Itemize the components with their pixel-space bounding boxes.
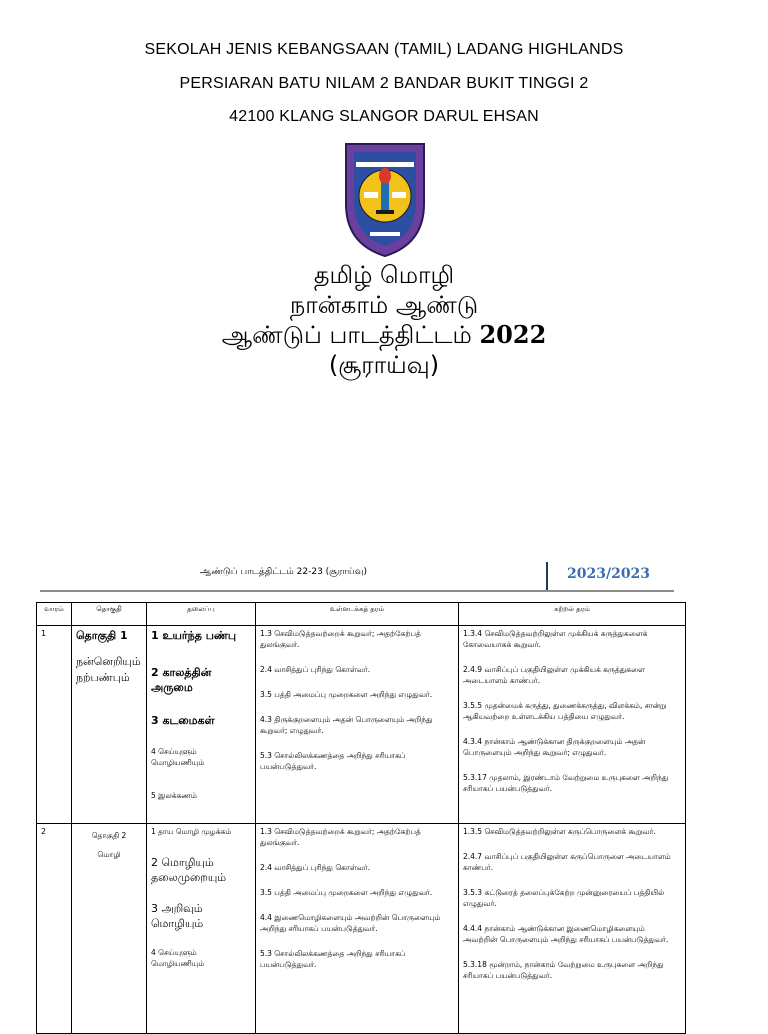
col-week: வாரம் — [37, 603, 72, 626]
school-address: PERSIARAN BATU NILAM 2 BANDAR BUKIT TINGGI 2 — [179, 75, 589, 92]
unit-cell: தொகுதி 1 நன்னெறியும் நற்பண்பும் — [72, 626, 147, 824]
table-row — [37, 626, 686, 824]
topic-cell: 1 தாய மொழி முழக்கம் 2 மொழியும் தலைமுறையும் 3 அறிவும் மொழியும் 4 செய்யுளும் மொழியணியும் — [147, 824, 256, 1034]
school-crest-icon — [342, 140, 428, 258]
school-postcode: 42100 KLANG SLANGOR DARUL EHSAN — [229, 108, 539, 125]
col-learning-standard: கற்றல் தரம் — [459, 603, 686, 626]
content-standard-cell: 1.3 செவிமடுத்தவற்றைக் கூறுவர்; அதற்கேற்பத் துலங்குவர். 2.4 வாசித்துப் புரிந்து கொள்வர். 3.5 பத்தி அமைப்பு முறைகளை அறிந்து எழுதுவர். 4.4 இணைமொழிகளையும் அவற்றின் பொருளையும் அறிந்து சரியாகப் பயன்படுத்துவர். 5.3 சொல்லிலக்கணத்தை அறிந்து சரியாகப் பயன்படுத்துவர். — [256, 824, 459, 1034]
topic-cell: 1 உயர்ந்த பண்பு 2 காலத்தின் அருமை 3 கடமைகள் 4 செய்யுளும் மொழியணியும் 5 இலக்கணம் — [147, 626, 256, 824]
learning-standard-cell: 1.3.5 செவிமடுத்தவற்றிலுள்ள கருப்பொருளைக் கூறுவர். 2.4.7 வாசிப்புப் பகுதியிலுள்ள கருப்பொருளை அடையாளம் காண்பர். 3.5.3 கட்டுரைத் தலைப்புக்கேற்ற முன்னுரையைப் பத்தியில் எழுதுவர். 4.4.4 நான்காம் ஆண்டுக்கான இணைமொழிகளையும் அவற்றின் பொருளையும் அறிந்து சரியாகப் பயன்படுத்துவர். 5.3.18 மூன்றாம், நான்காம் வேற்றுமை உருபுகளை அறிந்து சரியாகப் பயன்படுத்துவர். — [459, 824, 686, 1034]
week-cell: 2 — [37, 824, 72, 1034]
learning-standard-cell: 1.3.4 செவிமடுத்தவற்றிலுள்ள முக்கியக் கருத்துகளைக் கோவையாகக் கூறுவர். 2.4.9 வாசிப்புப் பகுதியிலுள்ள முக்கியக் கருத்துகளை அடையாளம் காண்பர். 3.5.5 முதன்மைக் கருத்து, துணைக்கருத்து, விளக்கம், சான்று ஆகியவற்றை உள்ளடக்கிய பத்தியை எழுதுவர். 4.3.4 நான்காம் ஆண்டுக்கான திருக்குறளையும் அதன் பொருளையும் அறிந்து கூறுவர்; எழுதுவர். 5.3.17 முதலாம், இரண்டாம் வேற்றுமை உருபுகளை அறிந்து சரியாகப் பயன்படுத்துவர். — [459, 626, 686, 824]
header-rule — [40, 590, 674, 592]
subject-title: தமிழ் மொழி — [313, 261, 455, 289]
syllabus-table — [36, 602, 686, 1034]
plan-title: ஆண்டுப் பாடத்திட்டம் 2022 — [221, 320, 547, 349]
school-name: SEKOLAH JENIS KEBANGSAAN (TAMIL) LADANG HIGHLANDS — [144, 41, 624, 58]
content-standard-cell: 1.3 செவிமடுத்தவற்றைக் கூறுவர்; அதற்கேற்பத் துலங்குவர். 2.4 வாசித்துப் புரிந்து கொள்வர். 3.5 பத்தி அமைப்பு முறைகளை அறிந்து எழுதுவர். 4.3 திருக்குறளையும் அதன் பொருளையும் அறிந்து கூறுவர்; எழுதுவர். 5.3 சொல்லிலக்கணத்தை அறிந்து சரியாகப் பயன்படுத்துவர். — [256, 626, 459, 824]
col-content-standard: உள்ளடக்கத் தரம் — [256, 603, 459, 626]
col-unit: தொகுதி — [72, 603, 147, 626]
table-header-row — [37, 603, 686, 626]
unit-cell: தொகுதி 2 மொழி — [72, 824, 147, 1034]
header-divider — [546, 562, 548, 590]
year-title: நான்காம் ஆண்டு — [289, 291, 479, 319]
col-topic: தலைப்பு — [147, 603, 256, 626]
header-left-text: ஆண்டுப் பாடத்திட்டம் 22-23 (சூராய்வு) — [200, 567, 367, 577]
header-year: 2023/2023 — [567, 566, 651, 582]
edition-title: (சூராய்வு) — [328, 351, 440, 379]
week-cell: 1 — [37, 626, 72, 824]
table-row — [37, 824, 686, 1034]
